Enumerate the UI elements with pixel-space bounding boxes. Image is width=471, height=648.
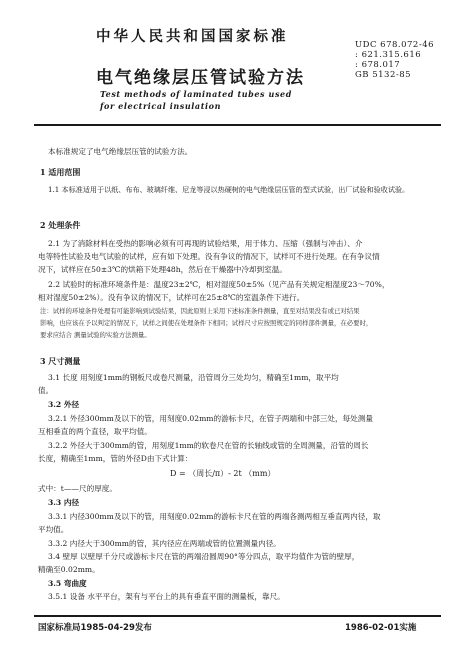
header-rule <box>34 124 441 126</box>
clause-2-2-line: 2.2 试验时的标准环境条件是：温度23±2℃，相对湿度50±5%（见产品有关规定相湿度23～70%， <box>48 280 390 289</box>
clause-3-2-1-line: 互相垂直的两个直径，取平均值。 <box>38 427 152 436</box>
footer-rule <box>34 615 441 617</box>
clause-3-2-2-line: 3.2.2 外径大于300mm的管，用刻度1mm的软卷尺在管的长轴线或管的全周测量，沿管的周长 <box>48 441 369 450</box>
clause-2-1-line: 2.1 为了消除材料在受热的影响必须有可再现的试验结果，用于体力、压缩（强制与冲击）、介 <box>48 239 363 248</box>
udc-code-block <box>355 40 434 80</box>
english-title-line-2: for electrical insulation <box>100 101 221 111</box>
diameter-formula: D = （周长/π）- 2t （mm） <box>170 469 276 478</box>
udc-line: : 678.017 <box>355 60 401 70</box>
section-3-heading: 3 尺寸测量 <box>40 356 81 366</box>
clause-3-3-heading: 3.3 内径 <box>48 498 80 507</box>
note-line: 要求应结合 测量试验的实验方法测量。 <box>40 331 151 339</box>
intro-paragraph: 本标准规定了电气绝缘层压管的试验方法。 <box>48 147 193 156</box>
clause-3-4-line: 3.4 壁厚 以壁厚千分尺或游标卡尺在管的两端沿圆周90°等分四点，取平均值作为管的壁厚， <box>48 552 360 561</box>
note-line: 注：试样的环境条件处理有可能影响到试验结果，因此原则上采用下述标准条件测量，直至对结果没有或已对结果 <box>40 307 360 315</box>
clause-2-1-line: 况下，试样应在50±3℃的烘箱下处理48h，然后在干燥器中冷却到室温。 <box>38 265 287 274</box>
standard-number: GB 5132-85 <box>355 70 412 80</box>
clause-3-1-line: 3.1 长度 用刻度1mm的钢板尺或卷尺测量，沿管周分三处均匀，精确至1mm，取平均 <box>48 373 339 382</box>
clause-3-5-1: 3.5.1 设备 水平平台，架有与平台上的具有垂直平面的测量板，靠尺。 <box>48 592 285 601</box>
clause-3-1-line: 值。 <box>38 386 54 395</box>
document-title: 电气绝缘层压管试验方法 <box>96 68 305 88</box>
issue-date: 国家标准局1985-04-29发布 <box>38 623 152 633</box>
clause-3-2-1-line: 3.2.1 外径300mm及以下的管，用刻度0.02mm的游标卡尺，在管子两端和中部三处，每处测量 <box>48 414 373 423</box>
udc-line: UDC 678.072-46 <box>355 40 435 50</box>
note-line: 影响，也应该在予以判定的情况下，试样之间使在处理条件下相同；试样尺寸应按照规定的同样部件测量，在必要时， <box>40 319 373 327</box>
clause-3-3-1-line: 3.3.1 内径300mm及以下的管，用刻度0.02mm的游标卡尺在管的两端各测两相互垂直两内径，取 <box>48 512 381 521</box>
section-1-heading: 1 适用范围 <box>40 167 81 177</box>
clause-3-2-2-line: 长度，精确至1mm，管的外径D由下式计算： <box>38 454 193 463</box>
clause-3-4-line: 精确至0.02mm。 <box>38 565 100 574</box>
effective-date: 1986-02-01实施 <box>345 623 417 633</box>
udc-line: : 621.315.616 <box>355 50 422 60</box>
issuing-organization: 中华人民共和国国家标准 <box>96 29 289 45</box>
english-title-line-1: Test methods of laminated tubes used <box>100 89 292 99</box>
clause-2-2-line: 相对湿度50±2%）。没有争议的情况下，试样可在25±8℃的室温条件下进行。 <box>38 293 305 302</box>
clause-3-2-heading: 3.2 外径 <box>48 400 80 409</box>
clause-3-3-1-line: 平均值。 <box>38 525 69 534</box>
section-2-heading: 2 处理条件 <box>40 220 81 230</box>
clause-1-1: 1.1 本标准适用于以纸、布布、玻璃纤维、尼龙等浸以热硬树的电气绝缘层压管的型式试验，出厂试验和验收试验。 <box>48 185 410 194</box>
clause-3-5-heading: 3.5 弯曲度 <box>48 579 87 588</box>
formula-where-line: 式中：t——尺的厚度。 <box>38 484 117 493</box>
clause-2-1-line: 电等特性试验及电气试验的试样，应有如下处理。没有争议的情况下，试样可不进行处理。在有争议情 <box>38 252 380 261</box>
clause-3-3-2: 3.3.2 内径大于300mm的管，其内径应在两端或管的位置测量内径。 <box>48 539 281 548</box>
